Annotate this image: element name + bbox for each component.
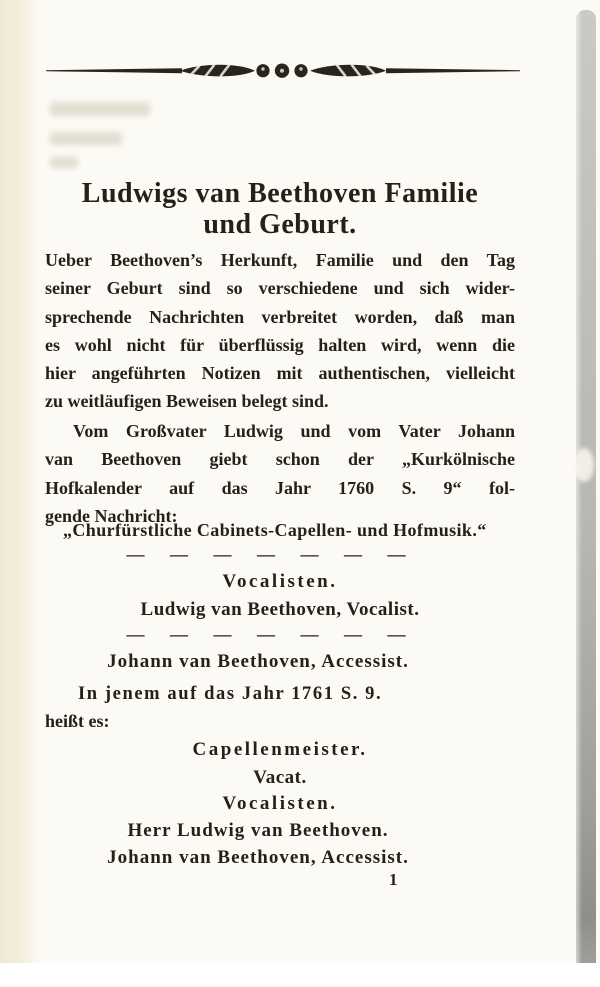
page-left-edge [0,0,40,963]
paragraph-1 [45,246,515,416]
page-title [45,178,515,240]
text-line: gende Nachricht: [45,505,178,526]
list-heading-vocalisten: Vocalisten. [222,571,338,592]
page-bottom-edge [0,963,600,987]
dash-separator: — — — — — — — [126,624,408,644]
title-line-2: und Geburt. [203,209,357,240]
paragraph-3-line-1: In jenem auf das Jahr 1761 S. 9. [78,684,383,704]
list-heading-vocalisten-2: Vocalisten. [222,793,338,814]
list-entry-herr-ludwig: Herr Ludwig van Beethoven. [127,820,389,841]
bleed-through-mark [50,102,150,116]
paragraph-2 [45,417,515,530]
page-edge-blemish [574,448,594,482]
list-entry-johann-accessist-2: Johann van Beethoven, Accessist. [107,847,409,868]
page-number: 1 [389,870,398,889]
bleed-through-mark [50,157,78,168]
bleed-through-mark [50,132,122,145]
text-line: van Beethoven giebt schon der „Kurkölnische [45,449,515,470]
headpiece-ornament-icon [42,60,524,82]
text-line: es wohl nicht für überflüssig halten wird, wenn die [45,334,515,355]
page-right-edge-highlight [576,10,582,976]
text-line: Hofkalender auf das Jahr 1760 S. 9“ fol- [45,477,515,498]
text-line: seiner Geburt sind so verschiedene und sich wider- [45,278,515,299]
paragraph-3-line-2: heißt es: [45,711,110,731]
quoted-source-line: „Churfürstliche Cabinets-Capellen- und Hofmusik.“ [63,520,487,540]
list-entry-johann-accessist: Johann van Beethoven, Accessist. [107,651,409,672]
list-entry-vacat: Vacat. [253,767,307,788]
list-entry-ludwig-vocalist: Ludwig van Beethoven, Vocalist. [140,599,420,620]
text-line: zu weitläufigen Beweisen belegt sind. [45,391,329,412]
text-line: Ueber Beethoven’s Herkunft, Familie und den Tag [45,250,515,270]
text-line: hier angeführten Notizen mit authentischen, vielleicht [45,363,515,384]
text-line: Vom Großvater Ludwig und vom Vater Johann [73,421,515,441]
dash-separator: — — — — — — — [126,544,408,564]
list-heading-capellenmeister: Capellenmeister. [192,739,368,760]
title-line-1: Ludwigs van Beethoven Familie [81,178,479,209]
text-line: sprechende Nachrichten verbreitet worden, daß man [45,306,515,327]
